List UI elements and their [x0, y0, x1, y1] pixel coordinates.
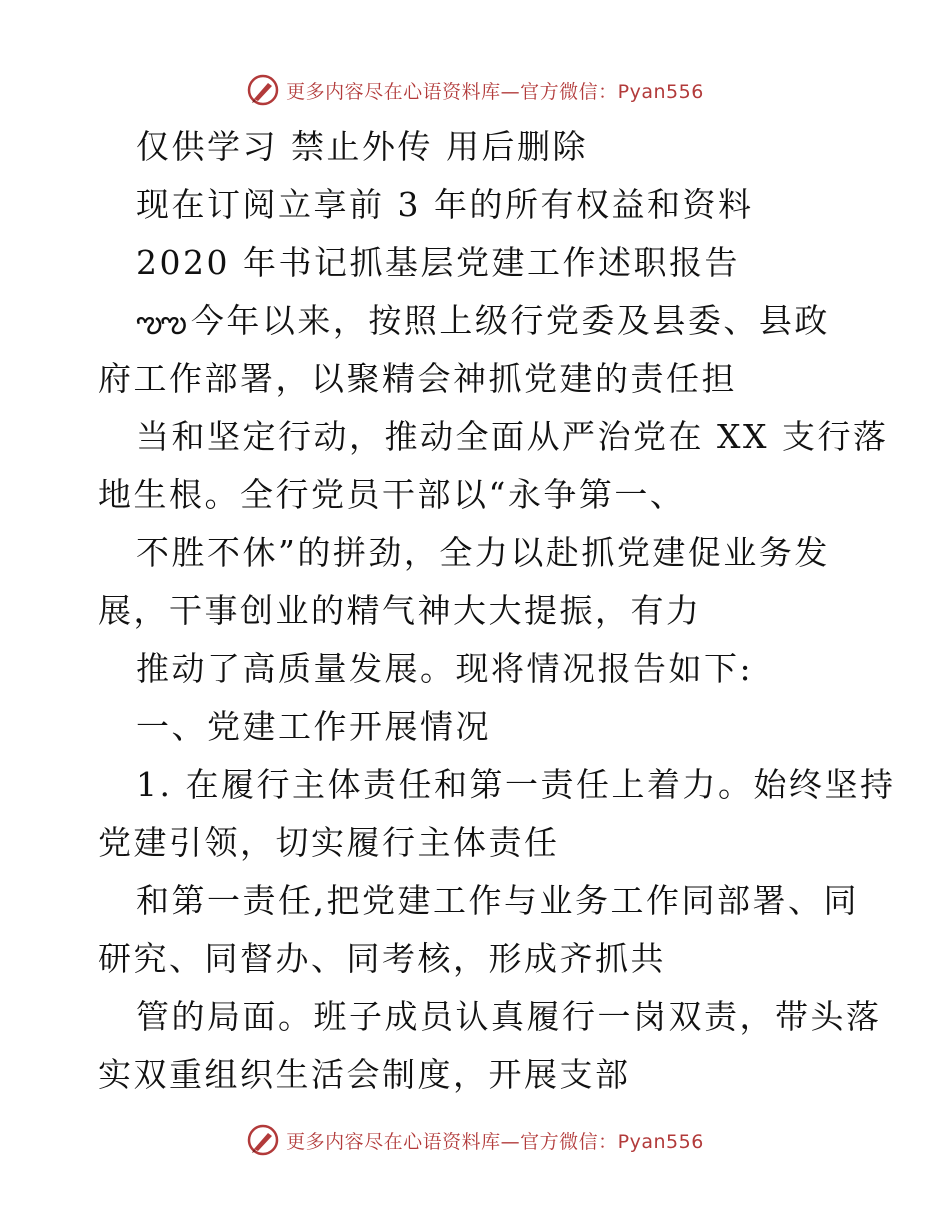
watermark-text: 更多内容尽在心语资料库—官方微信：Pyan556	[286, 1130, 704, 1153]
text-line: 推动了高质量发展。现将情况报告如下:	[136, 649, 754, 688]
ornament-icon: ఌఌ	[136, 305, 185, 340]
text-line	[0, 292, 950, 350]
watermark-header	[0, 70, 950, 110]
document-title: 2020 年书记抓基层党建工作述职报告	[136, 243, 740, 282]
text-line: 地生根。全行党员干部以“永争第一、	[98, 475, 686, 514]
text-line: 当和坚定行动，推动全面从严治党在 XX 支行落	[136, 417, 889, 456]
text-line: 研究、同督办、同考核，形成齐抓共	[98, 939, 666, 978]
watermark-footer	[0, 1120, 950, 1160]
text-line: 展，干事创业的精气神大大提振，有力	[98, 591, 702, 630]
text-line: 管的局面。班子成员认真履行一岗双责，带头落	[136, 997, 882, 1036]
paragraph-start: 今年以来，按照上级行党委及县委、县政	[190, 301, 830, 340]
text-line: 府工作部署，以聚精会神抓党建的责任担	[98, 359, 737, 398]
text-line: 1. 在履行主体责任和第一责任上着力。始终坚持	[136, 765, 896, 804]
text-line: 不胜不休”的拼劲，全力以赴抓党建促业务发	[136, 533, 830, 572]
text-line: 和第一责任,把党建工作与业务工作同部署、同	[136, 881, 859, 920]
document-body	[0, 118, 950, 1104]
pen-logo-icon	[246, 1123, 280, 1157]
text-line: 实双重组织生活会制度，开展支部	[98, 1055, 631, 1094]
watermark-text: 更多内容尽在心语资料库—官方微信：Pyan556	[286, 80, 704, 103]
pen-logo-icon	[246, 73, 280, 107]
text-line: 现在订阅立享前 3 年的所有权益和资料	[136, 185, 754, 224]
section-heading: 一、党建工作开展情况	[136, 707, 491, 746]
text-line: 党建引领，切实履行主体责任	[98, 823, 560, 862]
text-line: 仅供学习 禁止外传 用后删除	[136, 127, 588, 166]
